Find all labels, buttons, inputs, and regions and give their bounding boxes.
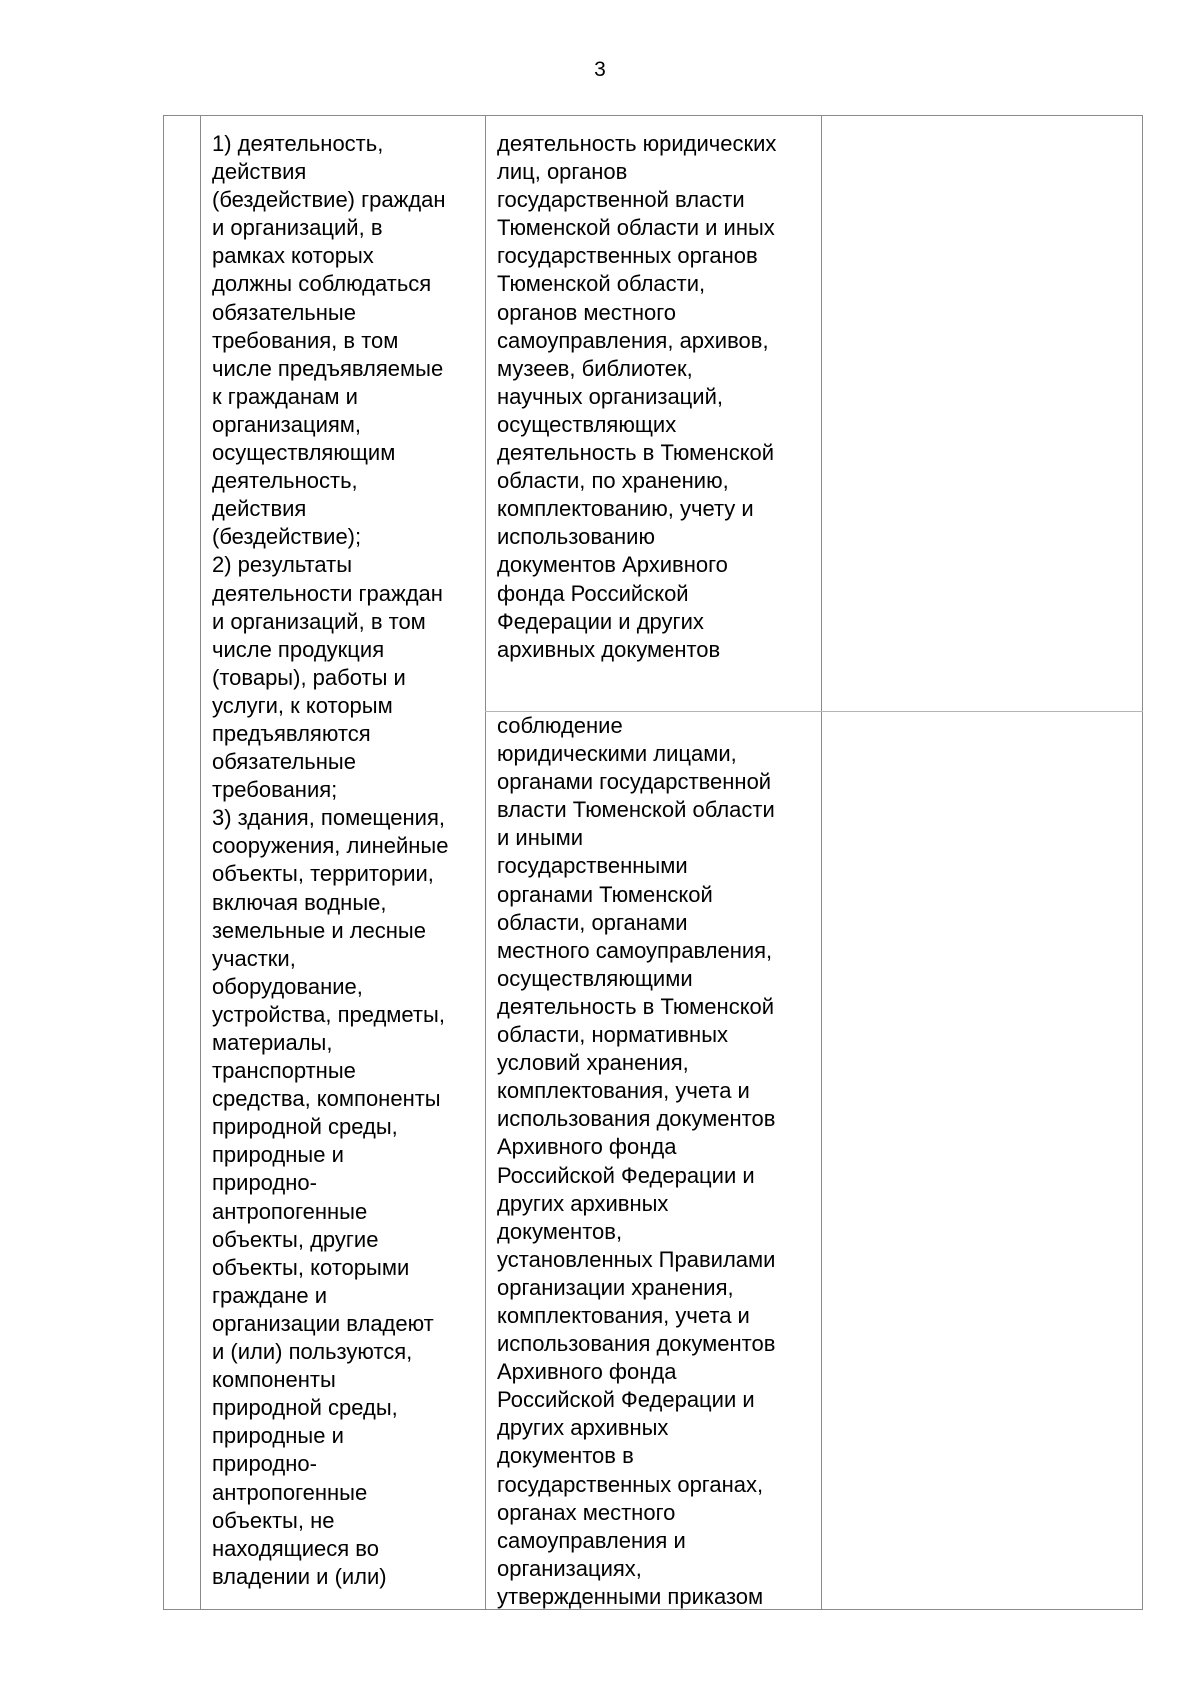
activity-description-cell: деятельность юридических лиц, органов государственной власти Тюменской области и иных государственных органов Тюменской области, органов местного самоуправления, архивов, музеев, библиотек, научных организаций, осуществляющих деятельность в Тюменской области, по хранению, комплектованию, учету и использованию документов Архивного фонда Российской Федерации и других архивных документов bbox=[497, 131, 777, 662]
compliance-description-cell: соблюдение юридическими лицами, органами государственной власти Тюменской области и иными государственными органами Тюменской области, органами местного самоуправления, осуществляющими деятельность в Тюменской области, нормативных условий хранения, комплектования, учета и использования документов Архивного фонда Российской Федерации и других архивных документов, установленных Правилами организации хранения, комплектования, учета и использования документов Архивного фонда Российской Федерации и других архивных документов в государственных органах, органах местного самоуправления и организациях, утвержденными приказом bbox=[497, 713, 776, 1609]
document-table bbox=[163, 115, 1143, 1610]
column-divider bbox=[485, 116, 486, 1609]
page-number: 3 bbox=[594, 58, 606, 81]
object-types-cell: 1) деятельность, действия (бездействие) граждан и организаций, в рамках которых должны соблюдаться обязательные требования, в том числе предъявляемые к гражданам и организациям, осуществляющим деятельность, действия (бездействие); 2) результаты деятельности граждан и организаций, в том числе продукция (товары), работы и услуги, к которым предъявляются обязательные требования; 3) здания, помещения, сооружения, линейные объекты, территории, включая водные, земельные и лесные участки, оборудование, устройства, предметы, материалы, транспортные средства, компоненты природной среды, природные и природно- антропогенные объекты, другие объекты, которыми граждане и организации владеют и (или) пользуются, компоненты природной среды, природные и природно- антропогенные объекты, не находящиеся во владении и (или) bbox=[212, 131, 449, 1589]
column-divider bbox=[200, 116, 201, 1609]
